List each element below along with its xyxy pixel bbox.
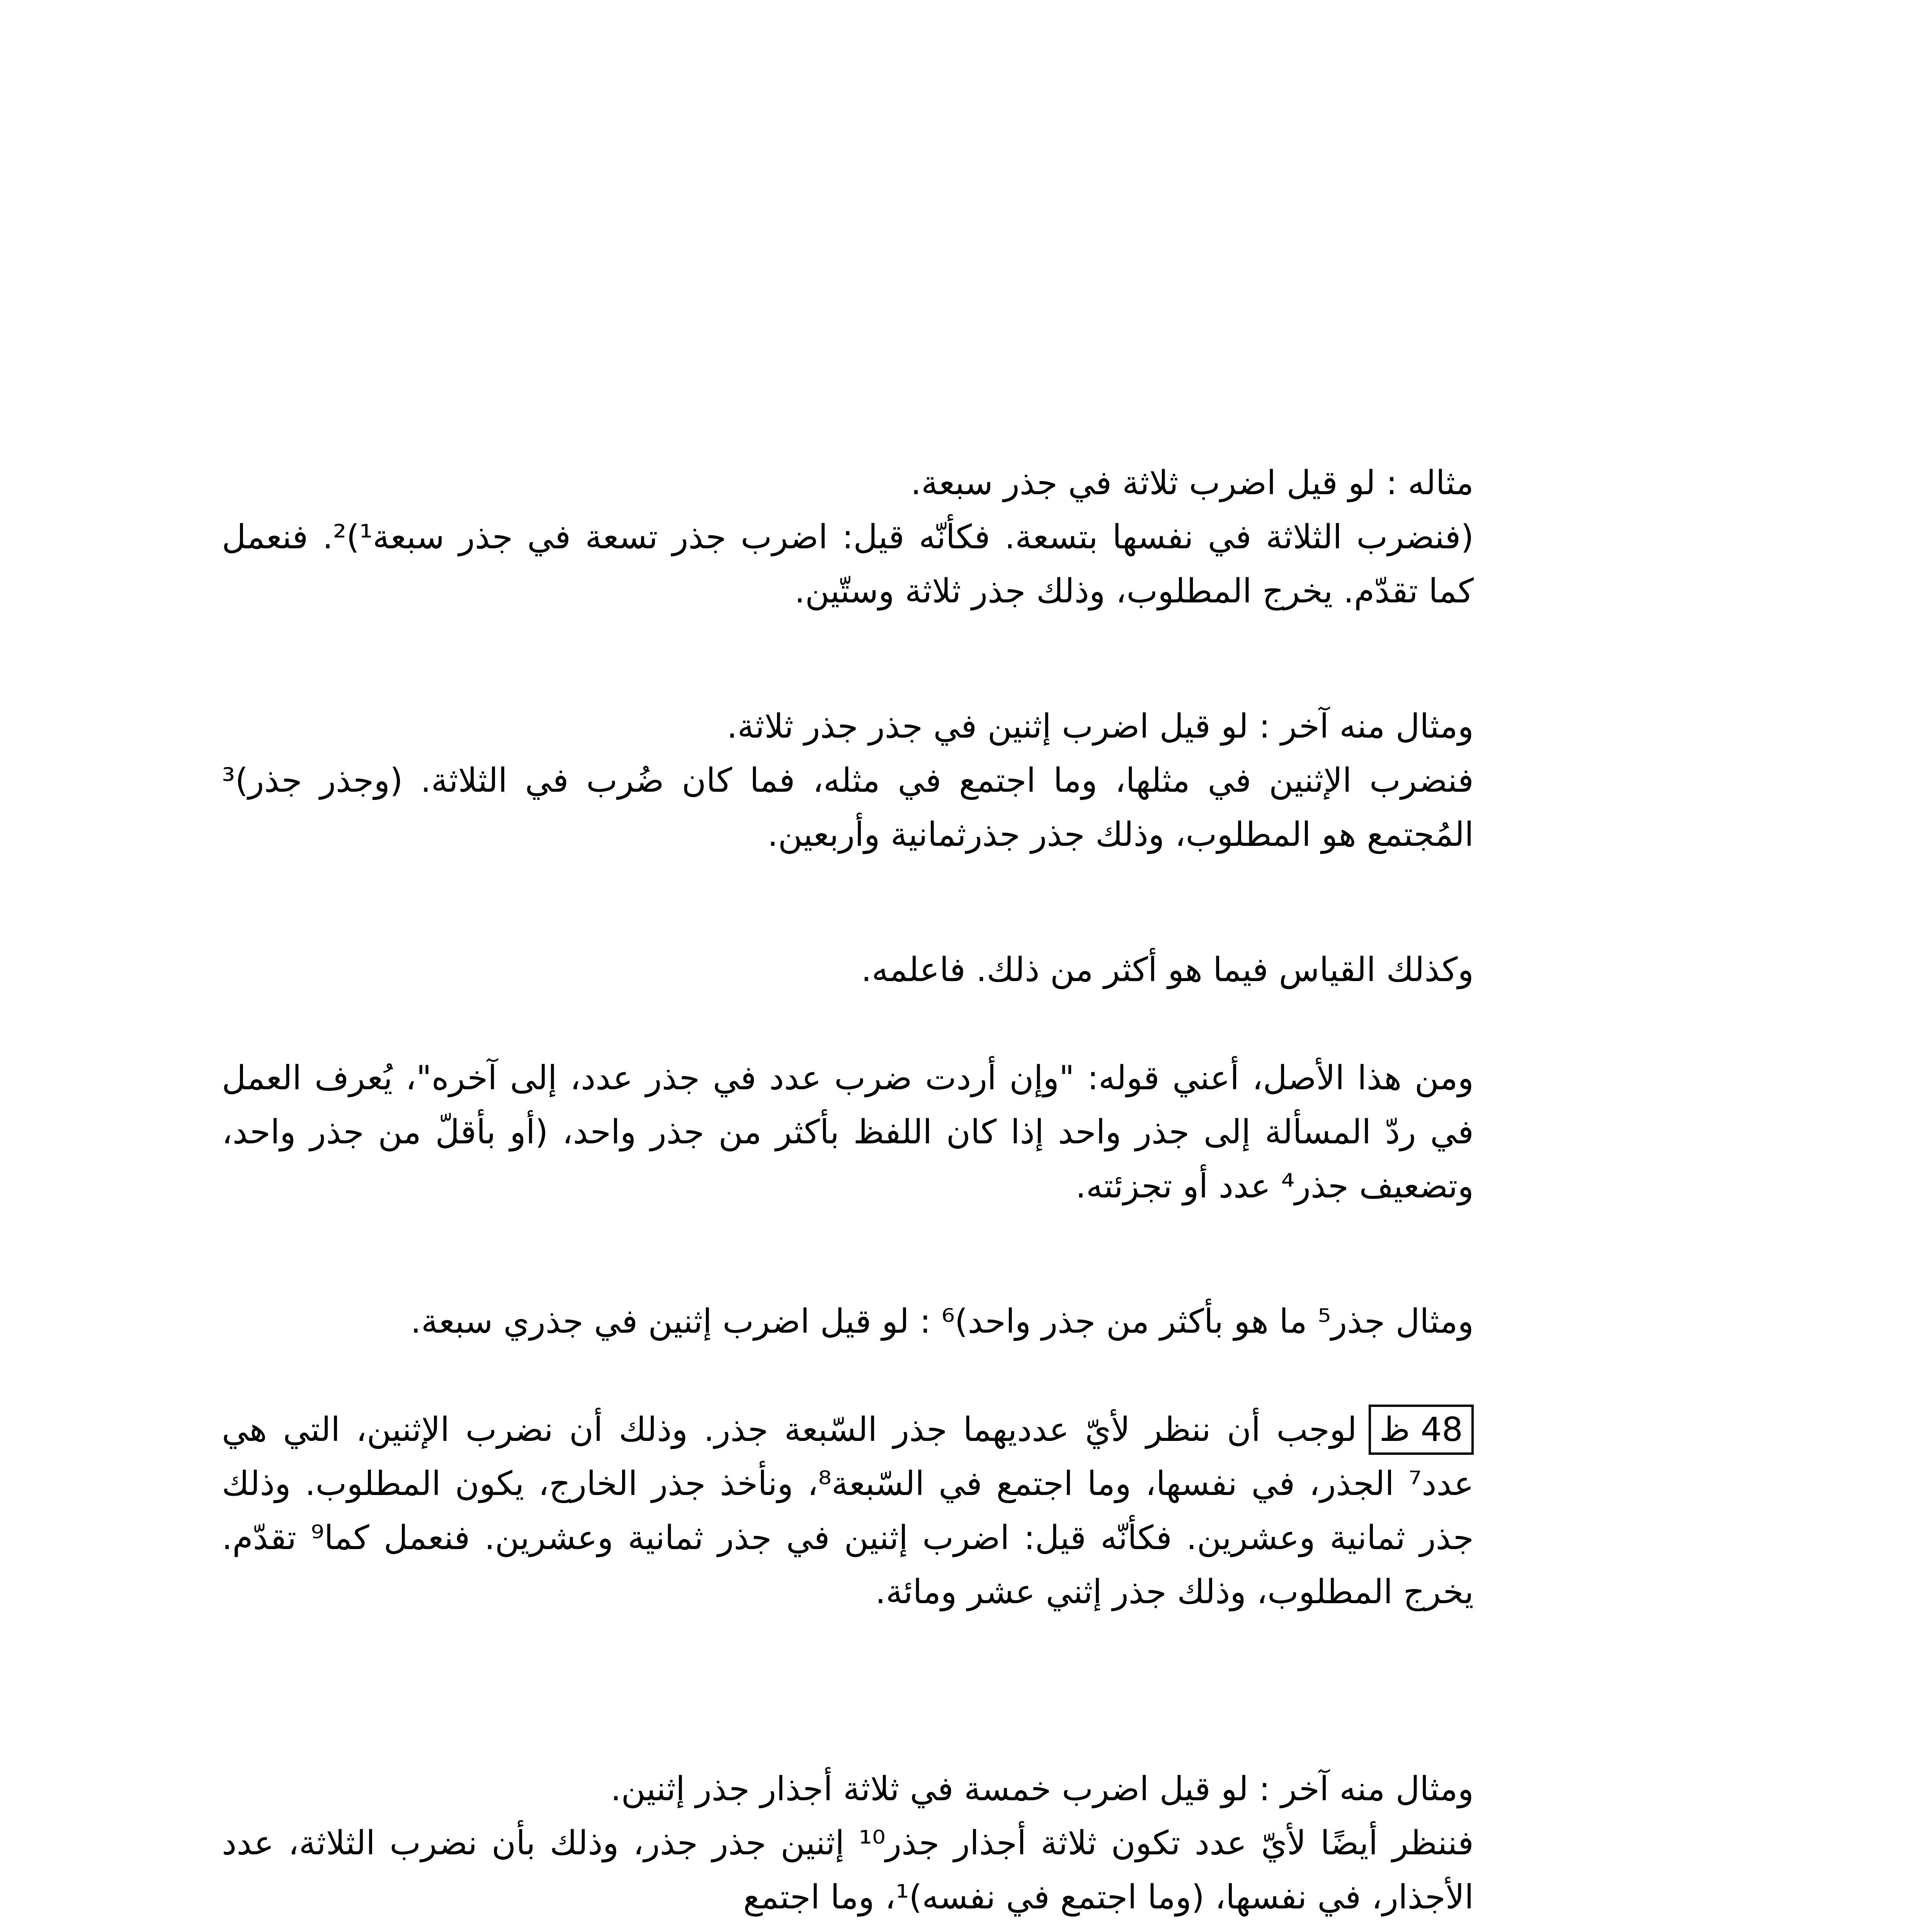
paragraph-line: ومثال منه آخر : لو قيل اضرب إثنين في جذر جذر ثلاثة. — [727, 707, 1474, 746]
paragraph-1 — [222, 456, 1474, 618]
folio-marker: 48 ظ — [1369, 1405, 1474, 1455]
paragraph-line: ومثال جذر⁵ ما هو بأكثر من جذر واحد)⁶ : لو قيل اضرب إثنين في جذري سبعة. — [410, 1302, 1474, 1341]
paragraph-7 — [222, 1762, 1474, 1924]
paragraph-line: (فنضرب الثلاثة في نفسها بتسعة. فكأنّه قيل: اضرب جذر تسعة في جذر سبعة¹)². فنعمل كما تقدّم. يخرج المطلوب، وذلك جذر ثلاثة وستّين. — [222, 518, 1474, 611]
paragraph-line: مثاله : لو قيل اضرب ثلاثة في جذر سبعة. — [910, 464, 1474, 502]
paragraph-5 — [222, 1294, 1474, 1349]
paragraph-2 — [222, 699, 1474, 862]
paragraph-4 — [222, 1051, 1474, 1213]
paragraph-3 — [222, 943, 1474, 997]
paragraph-line: وكذلك القياس فيما هو أكثر من ذلك. فاعلمه. — [861, 951, 1474, 989]
paragraph-text: لوجب أن ننظر لأيّ عدديهما جذر السّبعة جذر. وذلك أن نضرب الإثنين، التي هي عدد⁷ الجذر، في نفسها، وما اجتمع في السّبعة⁸، ونأخذ جذر الخارج، يكون المطلوب. وذلك جذر ثمانية وعشرين. فكأنّه قيل: اضرب إثنين في جذر ثمانية وعشرين. فنعمل كما⁹ تقدّم. يخرج المطلوب، وذلك جذر إثني عشر ومائة. — [222, 1410, 1474, 1611]
paragraph-line: ومن هذا الأصل، أعني قوله: "وإن أردت ضرب عدد في جذر عدد، إلى آخره"، يُعرف العمل في ردّ المسألة إلى جذر واحد إذا كان اللفظ بأكثر من جذر واحد، (أو بأقلّ من جذر واحد، وتضعيف جذر⁴ عدد أو تجزئته. — [222, 1059, 1474, 1206]
paragraph-line: فننظر أيضًا لأيّ عدد تكون ثلاثة أجذار جذر¹⁰ إثنين جذر جذر، وذلك بأن نضرب الثلاثة، عدد الأجذار، في نفسها، (وما اجتمع في نفسه)¹، وما اجتمع — [222, 1824, 1474, 1917]
paragraph-6 — [222, 1403, 1474, 1619]
paragraph-line: فنضرب الإثنين في مثلها، وما اجتمع في مثله، فما كان ضُرب في الثلاثة. (وجذر جذر)³ المُجتمع هو المطلوب، وذلك جذر جذرثمانية وأربعين. — [222, 761, 1474, 854]
paragraph-line: ومثال منه آخر : لو قيل اضرب خمسة في ثلاثة أجذار جذر إثنين. — [611, 1770, 1474, 1808]
paragraph-line — [222, 1403, 1474, 1619]
